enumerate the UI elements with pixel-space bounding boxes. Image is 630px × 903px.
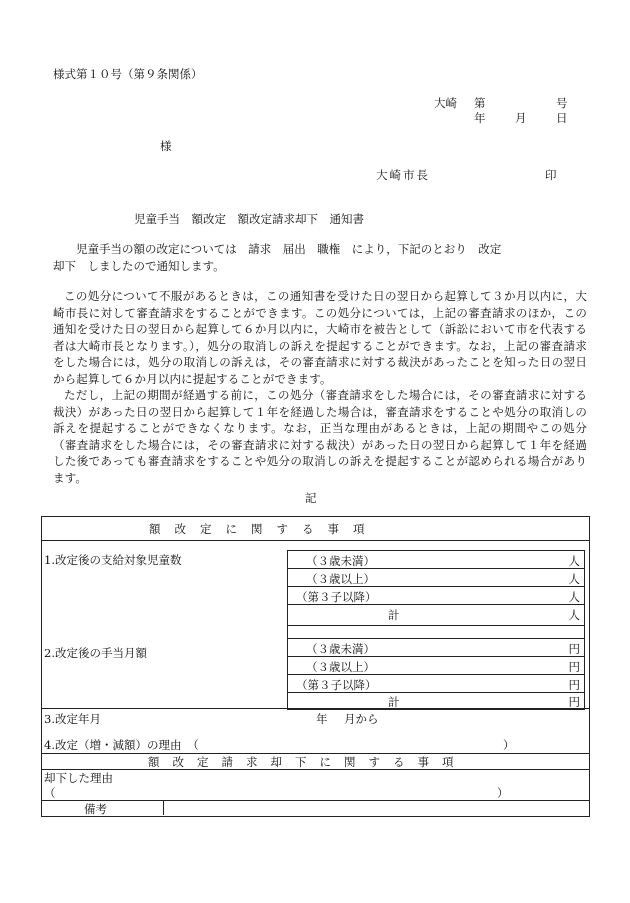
document-title: 児童手当 額改定 額改定請求却下 通知書: [134, 212, 364, 226]
item2-label: 2.改定後の手当月額: [44, 646, 147, 660]
section-header-rejection: 額改定請求却下に関する事項: [148, 755, 467, 769]
remarks-divider: [163, 800, 164, 815]
spacer-box: [287, 624, 585, 638]
divider: [42, 708, 589, 709]
row-total-label: 計: [388, 608, 400, 622]
item4-close: ）: [503, 738, 515, 752]
seal-mark: 印: [545, 168, 557, 182]
form-number: 様式第１０号（第９条関係）: [53, 67, 203, 81]
notice-paragraph-2: ただし，上記の期間が経過する前に，この処分（審査請求をした場合には，その審査請求に対する裁決）があった日の翌日から起算して１年を経過した場合は，審査請求をすることや処分の取消しの訴えを提起することができなくなります。なお，正当な理由があるときは，上記の期間やこの処分（審査請求をした場合には，その審査請求に対する裁決）があった日の翌日から起算して１年を経過した後であっても審査請求をすることや処分の取消しの訴えを提起することが認められる場合があります。: [53, 388, 587, 485]
item3-label: 3.改定年月: [44, 712, 101, 726]
number-prefix: 第: [474, 96, 486, 110]
row-under3-label: （３歳未満）: [306, 554, 375, 568]
amount-over3-unit: 円: [568, 660, 580, 674]
item3-year: 年: [316, 712, 328, 726]
number-suffix: 号: [556, 96, 568, 110]
date-month: 月: [515, 111, 527, 125]
date-day: 日: [556, 111, 568, 125]
notice-paragraph-1: この処分について不服があるときは，この通知書を受けた日の翌日から起算して３か月以内に，大崎市長に対して審査請求をすることができます。この処分については，上記の審査請求のほか，この通知を受けた日の翌日から起算して６か月以内に，大崎市を被告として（訴訟において市を代表する者は大崎市長となります。），処分の取消しの訴えを提起することができます。なお，上記の審査請求をした場合には，処分の取消しの訴えは，その審査請求に対する裁決があったことを知った日の翌日から起算して６か月以内に提起することができます。: [53, 289, 587, 386]
city-label: 大崎: [434, 96, 457, 110]
amount-under3-label: （３歳未満）: [306, 642, 375, 656]
row-total-unit: 人: [568, 608, 580, 622]
row-third-child-label: （第３子以降）: [296, 590, 377, 604]
amount-third-child-label: （第３子以降）: [296, 678, 377, 692]
section-header-revision: 額改定に関する事項: [149, 522, 379, 536]
item3-month: 月から: [344, 712, 379, 726]
row-over3-unit: 人: [568, 572, 580, 586]
amount-third-child-unit: 円: [568, 678, 580, 692]
addressee-sama: 様: [160, 139, 172, 153]
intro-line-1: 児童手当の額の改定については 請求 届出 職権 により，下記のとおり 改定: [76, 242, 502, 256]
row-third-child-unit: 人: [568, 590, 580, 604]
item1-label: 1.改定後の支給対象児童数: [44, 553, 182, 567]
amount-under3-unit: 円: [568, 642, 580, 656]
divider: [42, 540, 589, 541]
children-count-box: [287, 550, 585, 626]
row-under3-unit: 人: [568, 554, 580, 568]
item4-label: 4.改定（増・減額）の理由 （: [44, 738, 199, 752]
amount-over3-label: （３歳以上）: [306, 660, 375, 674]
reject-reason-label: 却下した理由: [44, 771, 113, 785]
intro-line-2: 却下 しましたので通知します。: [53, 259, 225, 273]
amount-total-label: 計: [388, 695, 400, 709]
divider: [42, 769, 589, 770]
allowance-amount-box: [287, 638, 585, 710]
remarks-label: 備考: [84, 802, 107, 816]
details-table: [41, 516, 590, 817]
divider: [42, 800, 589, 801]
reject-reason-close: ）: [497, 786, 509, 800]
mayor-name: 大崎市長: [376, 168, 430, 182]
row-over3-label: （３歳以上）: [306, 572, 375, 586]
amount-total-unit: 円: [568, 695, 580, 709]
ki-heading: 記: [305, 491, 317, 505]
date-year: 年: [474, 111, 486, 125]
reject-reason-open: （: [44, 786, 56, 800]
